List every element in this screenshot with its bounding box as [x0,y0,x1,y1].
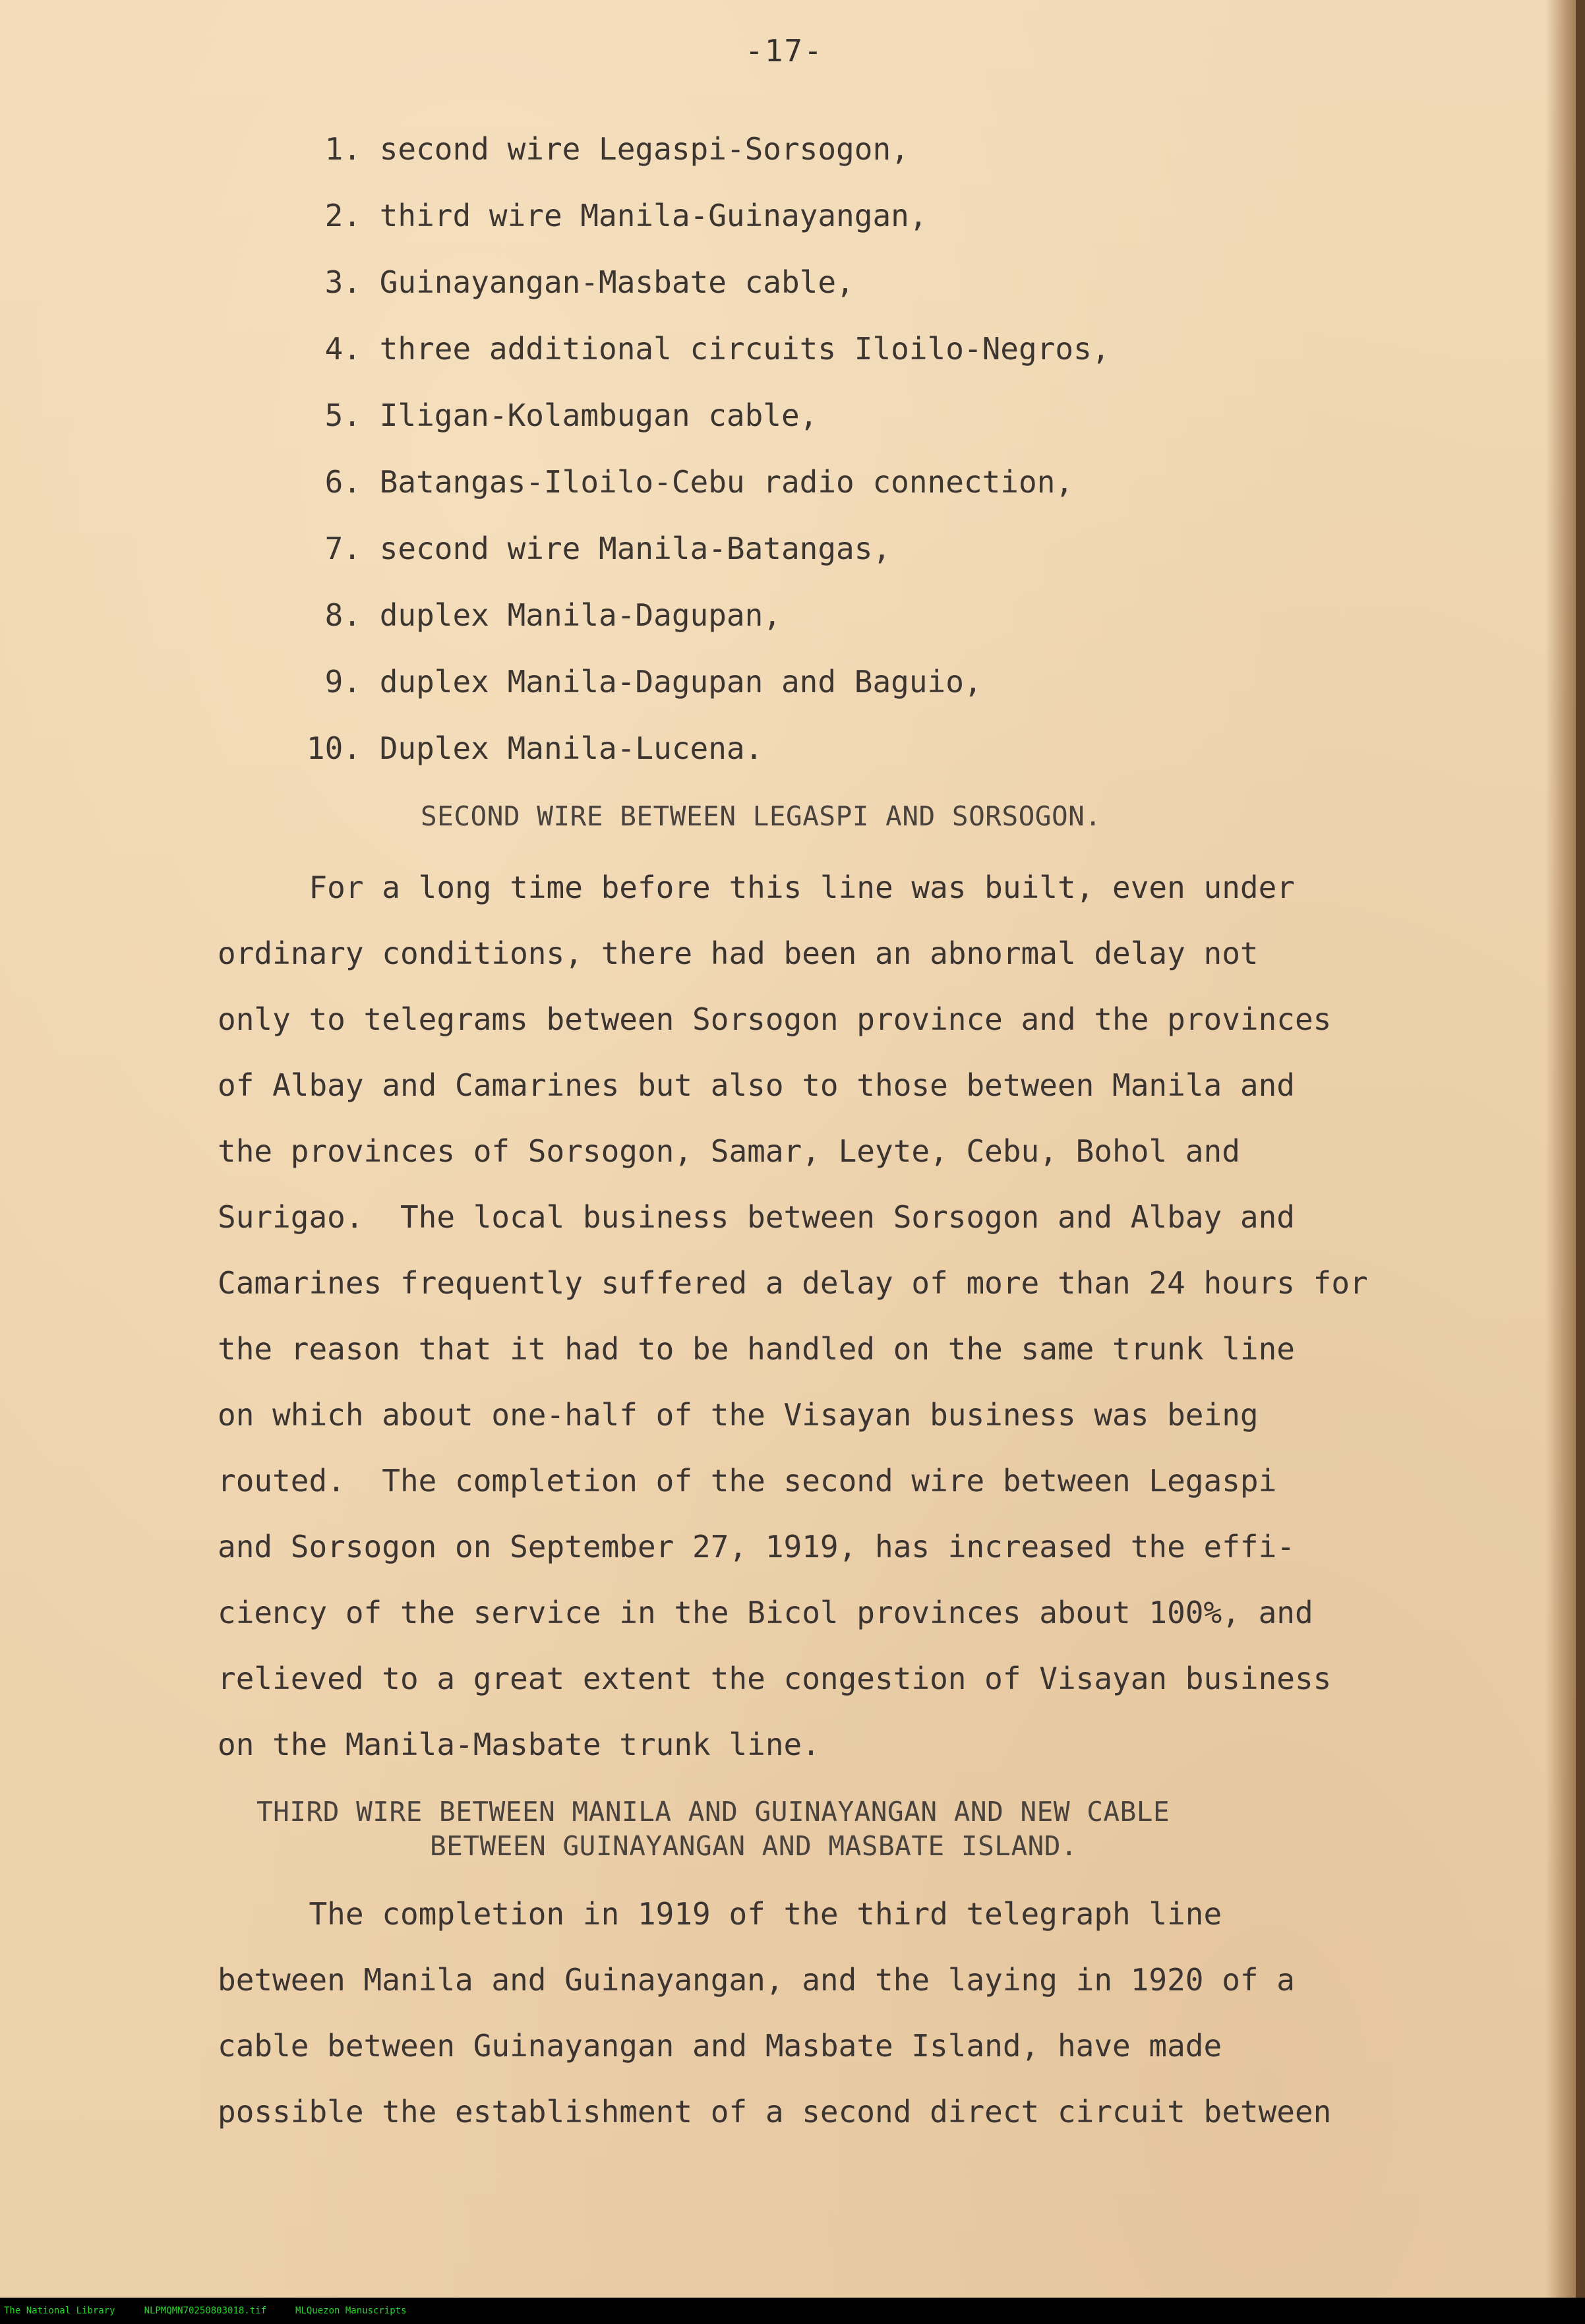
numbered-list [264,129,1110,795]
paragraph-line: the reason that it had to be handled on the same trunk line [218,1331,1295,1367]
footer-library: The National Library [4,2306,115,2316]
list-item [264,662,1110,729]
list-item-number: 2. [324,198,361,233]
paragraph-line: the provinces of Sorsogon, Samar, Leyte, Cebu, Bohol and [218,1133,1240,1169]
list-item-text: second wire Manila-Batangas, [379,531,891,566]
scan-footer-bar [0,2298,1585,2324]
list-item-number: 7. [324,531,361,566]
paragraph-line: cable between Guinayangan and Masbate Island, have made [218,2028,1222,2064]
paragraph-line: Camarines frequently suffered a delay of more than 24 hours for [218,1265,1368,1301]
list-item [264,595,1110,662]
footer-file: NLPMQMN70250803018.tif [144,2306,267,2316]
list-item-text: Duplex Manila-Lucena. [379,730,763,766]
list-item-number: 3. [324,264,361,300]
list-item-text: Guinayangan-Masbate cable, [379,264,854,300]
paragraph-line: only to telegrams between Sorsogon province and the provinces [218,1001,1332,1037]
paragraph-line: and Sorsogon on September 27, 1919, has increased the effi- [218,1529,1295,1564]
list-item-number: 9. [324,664,361,700]
list-item-text: Iligan-Kolambugan cable, [379,398,818,433]
list-item [264,396,1110,462]
list-item-text: second wire Legaspi-Sorsogon, [379,131,909,167]
list-item-number: 8. [324,597,361,633]
binding-edge [1576,0,1585,2298]
paragraph-line: possible the establishment of a second direct circuit between [218,2094,1332,2130]
list-item [264,129,1110,196]
paragraph-line: on which about one-half of the Visayan business was being [218,1397,1259,1433]
paragraph-line: relieved to a great extent the congestion of Visayan business [218,1661,1332,1696]
list-item [264,196,1110,262]
list-item [264,462,1110,529]
list-item-number: 1. [324,131,361,167]
list-item-text: Batangas-Iloilo-Cebu radio connection, [379,464,1074,500]
list-item-text: duplex Manila-Dagupan, [379,597,781,633]
page-number: -17- [745,33,823,69]
paragraph-line: ordinary conditions, there had been an abnormal delay not [218,936,1259,971]
paragraph-line: ciency of the service in the Bicol provinces about 100%, and [218,1595,1313,1630]
list-item [264,262,1110,329]
list-item-text: duplex Manila-Dagupan and Baguio, [379,664,982,700]
list-item [264,329,1110,396]
list-item-number: 6. [324,464,361,500]
footer-collection: MLQuezon Manuscripts [295,2306,407,2316]
section-heading-guinayangan-line1: THIRD WIRE BETWEEN MANILA AND GUINAYANGAN AND NEW CABLE [256,1796,1170,1828]
paragraph-line: Surigao. The local business between Sorsogon and Albay and [218,1199,1295,1235]
list-item-number: 5. [324,398,361,433]
paragraph-line: For a long time before this line was built, even under [218,870,1295,905]
section-heading-guinayangan-line2: BETWEEN GUINAYANGAN AND MASBATE ISLAND. [430,1830,1078,1862]
list-item-number: 4. [324,331,361,367]
paragraph-line: The completion in 1919 of the third telegraph line [218,1896,1222,1932]
section-heading-legaspi-sorsogon: SECOND WIRE BETWEEN LEGASPI AND SORSOGON. [421,800,1102,832]
paragraph-line: routed. The completion of the second wire between Legaspi [218,1463,1277,1499]
paragraph-line: of Albay and Camarines but also to those between Manila and [218,1067,1295,1103]
paragraph-line: on the Manila-Masbate trunk line. [218,1727,820,1762]
list-item [264,729,1110,795]
list-item [264,529,1110,595]
list-item-text: third wire Manila-Guinayangan, [379,198,928,233]
paragraph-line: between Manila and Guinayangan, and the laying in 1920 of a [218,1962,1295,1998]
list-item-number: 10. [306,730,361,766]
list-item-text: three additional circuits Iloilo-Negros, [379,331,1110,367]
